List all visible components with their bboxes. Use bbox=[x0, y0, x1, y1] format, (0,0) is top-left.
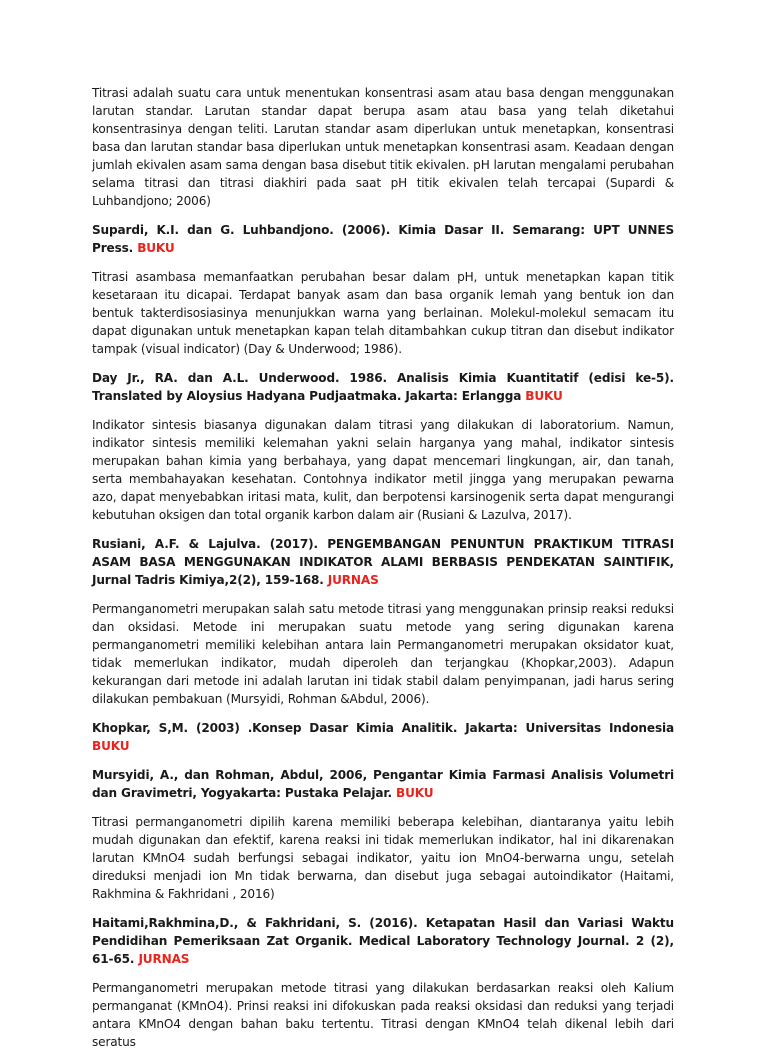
source-type-tag: JURNAS bbox=[138, 952, 190, 966]
reference-day-underwood bbox=[92, 369, 674, 405]
reference-haitami bbox=[92, 914, 674, 968]
source-type-tag: BUKU bbox=[92, 739, 130, 753]
paragraph-permanganometri-1: Permanganometri merupakan salah satu metode titrasi yang menggunakan prinsip reaksi reduksi dan oksidasi. Metode ini merupakan suatu metode yang sering digunakan karena permanganometri memiliki kelebihan antara lain Permanganometri merupakan oksidator kuat, tidak memerlukan indikator, mudah diperoleh dan terjangkau (Khopkar,2003). Adapun kekurangan dari metode ini adalah larutan ini tidak stabil dalam penyimpanan, jadi harus sering dilakukan pembakuan (Mursyidi, Rohman &Abdul, 2006). bbox=[92, 602, 674, 706]
reference-text: Day Jr., RA. dan A.L. Underwood. 1986. Analisis Kimia Kuantitatif (edisi ke-5). Translated by Aloysius Hadyana Pudjaatmaka. Jakarta: Erlangga bbox=[92, 371, 674, 403]
document-page bbox=[92, 84, 674, 1062]
paragraph-permanganometri-2: Titrasi permanganometri dipilih karena memiliki beberapa kelebihan, diantaranya yaitu lebih mudah digunakan dan efektif, karena reaksi ini tidak memerlukan indikator, hal ini dikarenakan larutan KMnO4 sudah berfungsi sebagai indikator, yaitu ion MnO4-berwarna ungu, setelah direduksi menjadi ion Mn tidak berwarna, dan disebut juga sebagai autoindikator (Haitami, Rakhmina & Fakhridani , 2016) bbox=[92, 815, 674, 901]
reference-text: Khopkar, S,M. (2003) .Konsep Dasar Kimia Analitik. Jakarta: Universitas Indonesia bbox=[92, 721, 674, 735]
paragraph-titrasi-asambasa: Titrasi asambasa memanfaatkan perubahan besar dalam pH, untuk menetapkan kapan titik kesetaraan itu dicapai. Terdapat banyak asam dan basa organik lemah yang bentuk ion dan bentuk takterdisosiasinya menunjukkan warna yang berlainan. Molekul-molekul semacam itu dapat digunakan untuk menetapkan kapan telah ditambahkan cukup titran dan disebut indikator tampak (visual indicator) (Day & Underwood; 1986). bbox=[92, 270, 674, 356]
reference-rusiani bbox=[92, 535, 674, 589]
paragraph-titrasi-definition: Titrasi adalah suatu cara untuk menentukan konsentrasi asam atau basa dengan menggunakan larutan standar. Larutan standar dapat berupa asam atau basa yang telah diketahui konsentrasinya dengan teliti. Larutan standar asam diperlukan untuk menetapkan, konsentrasi basa dan larutan standar basa diperlukan untuk menetapkan konsentrasi asam. Keadaan dengan jumlah ekivalen asam sama dengan basa disebut titik ekivalen. pH larutan mengalami perubahan selama titrasi dan titrasi diakhiri pada saat pH titik ekivalen telah tercapai (Supardi & Luhbandjono; 2006) bbox=[92, 86, 674, 208]
paragraph-indikator-sintesis: Indikator sintesis biasanya digunakan dalam titrasi yang dilakukan di laboratorium. Namun, indikator sintesis memiliki kelemahan yakni selain harganya yang mahal, indikator sintesis merupakan bahan kimia yang berbahaya, yang dapat mencemari lingkungan, air, dan tanah, serta membahayakan kesehatan. Contohnya indikator metil jingga yang merupakan pewarna azo, dapat menyebabkan iritasi mata, kulit, dan berpotensi karsinogenik serta dapat mengurangi kebutuhan oksigen dan total organik karbon dalam air (Rusiani & Lazulva, 2017). bbox=[92, 418, 674, 522]
source-type-tag: BUKU bbox=[525, 389, 563, 403]
reference-khopkar bbox=[92, 719, 674, 755]
reference-text: Supardi, K.I. dan G. Luhbandjono. (2006). Kimia Dasar II. Semarang: UPT UNNES Press. bbox=[92, 223, 674, 255]
reference-text: Mursyidi, A., dan Rohman, Abdul, 2006, Pengantar Kimia Farmasi Analisis Volumetri dan Gravimetri, Yogyakarta: Pustaka Pelajar. bbox=[92, 768, 674, 800]
reference-supardi bbox=[92, 221, 674, 257]
reference-text: Rusiani, A.F. & Lajulva. (2017). PENGEMBANGAN PENUNTUN PRAKTIKUM TITRASI ASAM BASA MENGGUNAKAN INDIKATOR ALAMI BERBASIS PENDEKATAN SAINTIFIK, Jurnal Tadris Kimiya,2(2), 159-168. bbox=[92, 537, 674, 587]
source-type-tag: BUKU bbox=[137, 241, 175, 255]
source-type-tag: BUKU bbox=[396, 786, 434, 800]
reference-mursyidi bbox=[92, 766, 674, 802]
reference-text: Haitami,Rakhmina,D., & Fakhridani, S. (2016). Ketapatan Hasil dan Variasi Waktu Pendidihan Pemeriksaan Zat Organik. Medical Laboratory Technology Journal. 2 (2), 61-65. bbox=[92, 916, 674, 966]
paragraph-permanganometri-3: Permanganometri merupakan metode titrasi yang dilakukan berdasarkan reaksi oleh Kalium permanganat (KMnO4). Prinsi reaksi ini difokuskan pada reaksi oksidasi dan reduksi yang terjadi antara KMnO4 dengan bahan baku tertentu. Titrasi dengan KMnO4 telah dikenal lebih dari seratus bbox=[92, 981, 674, 1049]
source-type-tag: JURNAS bbox=[327, 573, 379, 587]
